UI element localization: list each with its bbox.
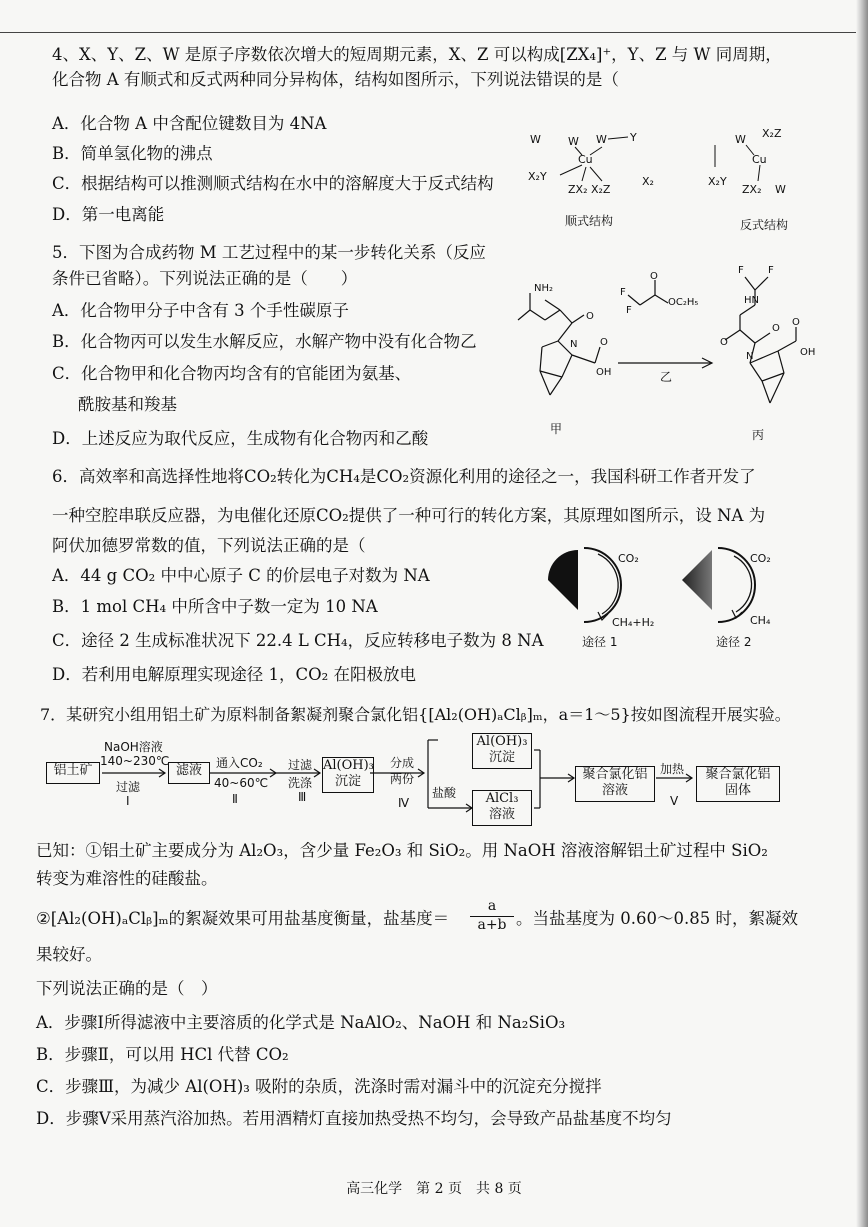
page-footer: 高三化学 第 2 页 共 8 页 (346, 1181, 522, 1197)
svg-text:W: W (530, 133, 541, 146)
svg-text:Cu: Cu (578, 153, 593, 166)
q7-option-a: A．步骤Ⅰ所得滤液中主要溶质的化学式是 NaAlO₂、NaOH 和 Na₂SiO₃ (36, 1013, 566, 1032)
svg-text:X₂: X₂ (642, 175, 654, 188)
q6-stem-line1: 6．高效率和高选择性地将CO₂转化为CH₄是CO₂资源化利用的途径之一，我国科研工作者开发了 (52, 467, 756, 486)
svg-text:F: F (768, 265, 774, 276)
co2-label-2: CO₂ (750, 552, 771, 565)
svg-text:N: N (570, 339, 578, 350)
svg-text:O: O (650, 271, 658, 282)
q7-known2-pre: ②[Al₂(OH)ₐClᵦ]ₘ的絮凝效果可用盐基度衡量，盐基度＝ (36, 909, 450, 928)
box-pac-solid (696, 766, 780, 802)
svg-text:Cu: Cu (752, 153, 767, 166)
svg-text:ZX₂ X₂Z: ZX₂ X₂Z (568, 183, 611, 196)
q4-structures (520, 125, 820, 240)
box-aloh3-line2: 沉淀 (334, 774, 361, 789)
svg-text:X₂Z: X₂Z (762, 127, 782, 140)
step4-num: Ⅳ (398, 796, 410, 810)
svg-text:O: O (772, 323, 780, 334)
step3-filter: 过滤 (288, 758, 313, 772)
step1-temp: 140~230℃ (100, 754, 170, 768)
box-filtrate: 滤液 (168, 762, 210, 784)
product-label-2: CH₄ (750, 614, 771, 627)
q7-option-d: D．步骤Ⅴ采用蒸汽浴加热。若用酒精灯直接加热受热不均匀，会导致产品盐基度不均匀 (36, 1109, 672, 1128)
fraction-numerator: a (487, 898, 497, 914)
q4-stem-line1: 4、X、Y、Z、W 是原子序数依次增大的短周期元素，X、Z 可以构成[ZX₄]⁺，Y、Z 与 W 同周期， (52, 45, 782, 64)
box-aloh3-line1: Al(OH)₃ (323, 758, 374, 773)
box-bauxite: 铝土矿 (46, 762, 100, 784)
q4-option-a: A．化合物 A 中含配位键数目为 4NA (52, 114, 327, 133)
q7-option-b: B．步骤Ⅱ，可以用 HCl 代替 CO₂ (36, 1045, 289, 1064)
top-rule (0, 32, 868, 33)
q7-stem: 7．某研究小组用铝土矿为原料制备絮凝剂聚合氯化铝{[Al₂(OH)ₐClᵦ]ₘ，a＝1～5}按如图流程开展实验。 (40, 705, 791, 724)
svg-text:W: W (596, 133, 607, 146)
q6-option-d: D．若利用电解原理实现途径 1，CO₂ 在阳极放电 (52, 665, 416, 684)
cis-label: 顺式结构 (565, 214, 614, 228)
svg-text:O: O (600, 337, 608, 348)
step2-reagent: 通入CO₂ (216, 756, 263, 770)
svg-text:O: O (792, 317, 800, 328)
q5-option-a: A．化合物甲分子中含有 3 个手性碳原子 (52, 301, 349, 320)
step1-reagent: NaOH溶液 (104, 740, 163, 754)
q7-known1-line1: 已知：①铝土矿主要成分为 Al₂O₃，含少量 Fe₂O₃ 和 SiO₂。用 NaOH 溶液溶解铝土矿过程中 SiO₂ (36, 841, 768, 860)
q6-option-a: A．44 g CO₂ 中中心原子 C 的价层电子对数为 NA (52, 566, 430, 585)
co2-label-1: CO₂ (618, 552, 639, 565)
step1-op: 过滤 (116, 780, 141, 794)
route1-label: 途径 1 (582, 635, 618, 649)
step4-split1: 分成 (390, 756, 415, 770)
svg-text:HN: HN (744, 295, 759, 306)
box-pac-solution (575, 766, 655, 802)
q4-option-b: B．简单氢化物的沸点 (52, 144, 213, 163)
step1-num: Ⅰ (126, 794, 130, 808)
q7-option-c: C．步骤Ⅲ，为减少 Al(OH)₃ 吸附的杂质，洗涤时需对漏斗中的沉淀充分搅拌 (36, 1077, 602, 1096)
box-pac-sol-line2: 溶液 (601, 783, 628, 798)
trans-label: 反式结构 (740, 218, 789, 232)
q7-question: 下列说法正确的是（ ） (36, 979, 218, 998)
box-pac-solid-line1: 聚合氯化铝 (705, 767, 771, 782)
step5-heat: 加热 (660, 762, 685, 776)
q4-option-d: D．第一电离能 (52, 205, 165, 224)
reagent-label-yi: 乙 (660, 370, 673, 384)
svg-text:O: O (720, 337, 728, 348)
q7-known1-line2: 转变为难溶性的硅酸盐。 (36, 869, 218, 888)
svg-text:X₂Y: X₂Y (708, 175, 727, 188)
step2-temp: 40~60℃ (214, 776, 269, 790)
step4-split2: 两份 (390, 772, 415, 786)
step3-num: Ⅲ (298, 790, 307, 804)
box-pac-sol-line1: 聚合氯化铝 (582, 767, 648, 782)
box-alcl3-line1: AlCl₃ (485, 791, 519, 806)
box-pac-solid-line2: 固体 (724, 783, 751, 798)
svg-text:Y: Y (630, 131, 637, 144)
compound-label-jia: 甲 (550, 422, 563, 436)
svg-text:NH₂: NH₂ (534, 283, 554, 294)
q7-known2-post: 。当盐基度为 0.60～0.85 时，絮凝效 (516, 909, 798, 928)
box-alcl3 (472, 790, 532, 826)
svg-text:W: W (735, 133, 746, 146)
fraction-denominator: a+b (470, 916, 514, 933)
step3-wash: 洗涤 (288, 776, 313, 790)
q7-known2-end: 果较好。 (36, 945, 102, 964)
svg-text:OC₂H₅: OC₂H₅ (668, 297, 699, 308)
box-upper-line1: Al(OH)₃ (476, 734, 528, 749)
q5-stem-line1: 5．下图为合成药物 M 工艺过程中的某一步转化关系（反应 (52, 243, 486, 262)
svg-text:W: W (568, 135, 579, 148)
svg-text:N: N (746, 351, 754, 362)
q5-option-b: B．化合物丙可以发生水解反应，水解产物中没有化合物乙 (52, 332, 477, 351)
basicity-fraction (470, 898, 514, 933)
product-label-1: CH₄+H₂ (612, 616, 655, 629)
q5-reaction-scheme (500, 255, 820, 445)
step2-num: Ⅱ (232, 792, 238, 806)
q4-stem-line2: 化合物 A 有顺式和反式两种同分异构体，结构如图所示，下列说法错误的是（ (52, 70, 619, 89)
q5-option-c-line1: C．化合物甲和化合物丙均含有的官能团为氨基、 (52, 364, 412, 383)
svg-text:OH: OH (800, 347, 816, 358)
scan-edge-shadow (856, 0, 868, 1227)
box-upper-aloh3 (472, 733, 532, 769)
q4-option-c: C．根据结构可以推测顺式结构在水中的溶解度大于反式结构 (52, 174, 494, 193)
svg-text:F: F (738, 265, 744, 276)
q6-option-c: C．途径 2 生成标准状况下 22.4 L CH₄，反应转移电子数为 8 NA (52, 631, 544, 650)
svg-text:X₂Y: X₂Y (528, 170, 547, 183)
svg-text:W: W (775, 183, 786, 196)
q5-option-c-line2: 酰胺基和羧基 (78, 395, 177, 414)
q6-option-b: B．1 mol CH₄ 中所含中子数一定为 10 NA (52, 597, 378, 616)
box-upper-line2: 沉淀 (488, 750, 515, 765)
svg-text:F: F (620, 287, 626, 298)
step5-num: Ⅴ (670, 794, 679, 808)
q5-option-d: D．上述反应为取代反应，生成物有化合物丙和乙酸 (52, 429, 429, 448)
svg-text:O: O (586, 311, 594, 322)
svg-text:OH: OH (596, 367, 612, 378)
acid-label: 盐酸 (432, 786, 457, 800)
box-alcl3-line2: 溶液 (488, 807, 515, 822)
q6-cavity-diagram (540, 542, 810, 652)
svg-text:ZX₂: ZX₂ (742, 183, 762, 196)
svg-text:F: F (626, 305, 632, 316)
box-aloh3-precip (322, 757, 374, 793)
route2-label: 途径 2 (716, 635, 752, 649)
q5-stem-line2: 条件已省略）。下列说法正确的是（ ） (52, 269, 358, 288)
q6-stem-line3: 阿伏加德罗常数的值，下列说法正确的是（ (52, 536, 366, 555)
compound-label-bing: 丙 (752, 428, 765, 442)
q6-stem-line2: 一种空腔串联反应器，为电催化还原CO₂提供了一种可行的转化方案，其原理如图所示，设 NA 为 (52, 506, 766, 525)
